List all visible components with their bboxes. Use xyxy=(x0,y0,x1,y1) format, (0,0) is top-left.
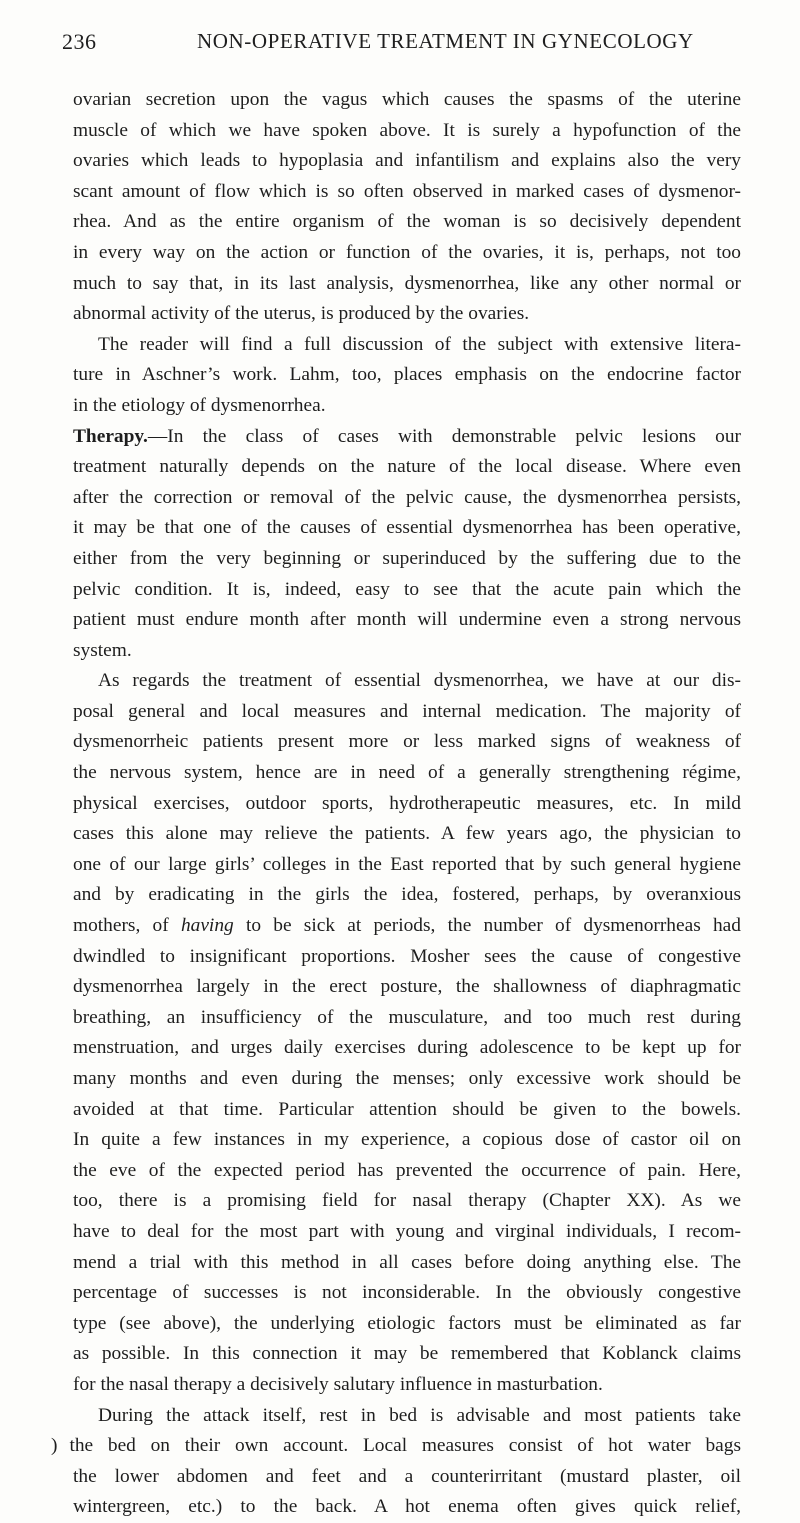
page-header xyxy=(62,29,742,69)
text-line: As regards the treatment of essential dysmenorrhea, we have at our dis- xyxy=(98,670,741,692)
text-line: scant amount of flow which is so often observed in marked cases of dysmenor- xyxy=(73,180,741,202)
text-line: The reader will find a full discussion of the subject with extensive litera- xyxy=(98,333,741,355)
text-line: breathing, an insufficiency of the musculature, and too much rest during xyxy=(73,1006,741,1028)
text-line: treatment naturally depends on the nature of the local disease. Where even xyxy=(73,456,741,478)
text-line: menstruation, and urges daily exercises during adolescence to be kept up for xyxy=(73,1037,741,1059)
italic-word: having xyxy=(180,915,234,937)
text-line: In quite a few instances in my experience, a copious dose of castor oil on xyxy=(73,1129,741,1151)
margin-mark-line xyxy=(51,1431,741,1462)
text-line: in the etiology of dysmenorrhea. xyxy=(73,394,326,416)
text-line: muscle of which we have spoken above. It is surely a hypofunction of the xyxy=(73,119,741,141)
text-line: ovaries which leads to hypoplasia and infantilism and explains also the very xyxy=(73,150,741,172)
text-line: mothers, of xyxy=(73,915,169,937)
text-line: ture in Aschner’s work. Lahm, too, places emphasis on the endocrine factor xyxy=(73,364,741,386)
text-line: cases this alone may relieve the patients. A few years ago, the physician to xyxy=(73,823,741,845)
text-line: many months and even during the menses; only excessive work should be xyxy=(73,1068,741,1089)
text-line: much to say that, in its last analysis, dysmenorrhea, like any other normal or xyxy=(73,272,741,294)
text-line: mend a trial with this method in all cases before doing anything else. The xyxy=(73,1251,741,1273)
running-title: NON-OPERATIVE TREATMENT IN GYNECOLOGY xyxy=(197,29,694,53)
text-line: patient must endure month after month will undermine even a strong nervous xyxy=(73,609,741,631)
text-line: it may be that one of the causes of essential dysmenorrhea has been operative, xyxy=(73,517,741,539)
text-line: for the nasal therapy a decisively salutary influence in masturbation. xyxy=(73,1373,603,1395)
text-line: have to deal for the most part with young and virginal individuals, I recom- xyxy=(73,1220,741,1242)
text-line: system. xyxy=(73,639,132,661)
text-line: ovarian secretion upon the vagus which causes the spasms of the uterine xyxy=(73,89,741,110)
text-line: as possible. In this connection it may be remembered that Koblanck claims xyxy=(73,1343,741,1365)
text-line: rhea. And as the entire organism of the woman is so decisively dependent xyxy=(73,211,741,233)
therapy-paragraph-first-line xyxy=(73,422,741,453)
margin-mark: ) xyxy=(51,1435,58,1457)
text-line: too, there is a promising field for nasal therapy (Chapter XX). As we xyxy=(73,1190,741,1212)
text-line: wintergreen, etc.) to the back. A hot enema often gives quick relief, xyxy=(73,1496,741,1518)
text-line: to be sick at periods, the number of dysmenorrheas had xyxy=(245,915,741,937)
text-line: dysmenorrheic patients present more or less marked signs of weakness of xyxy=(73,731,741,753)
text-line: and by eradicating in the girls the idea, fostered, perhaps, by overanxious xyxy=(73,884,741,906)
text-line: in every way on the action or function of the ovaries, it is, perhaps, not too xyxy=(73,241,741,263)
text-line: type (see above), the underlying etiologic factors must be eliminated as far xyxy=(73,1312,741,1334)
text-line: —In the class of cases with demonstrable pelvic lesions our xyxy=(147,425,741,447)
having-line xyxy=(73,911,741,942)
text-line: abnormal activity of the uterus, is produced by the ovaries. xyxy=(73,303,530,325)
text-line: During the attack itself, rest in bed is advisable and most patients take xyxy=(98,1404,741,1426)
therapy-heading: Therapy. xyxy=(73,425,148,447)
text-line: physical exercises, outdoor sports, hydrotherapeutic measures, etc. In mild xyxy=(73,792,741,814)
text-line: the nervous system, hence are in need of a generally strengthening régime, xyxy=(73,762,741,784)
page-number: 236 xyxy=(62,29,97,54)
text-line: the bed on their own account. Local measures consist of hot water bags xyxy=(69,1435,741,1457)
text-line: the eve of the expected period has prevented the occurrence of pain. Here, xyxy=(73,1159,741,1181)
text-line: the lower abdomen and feet and a counterirritant (mustard plaster, oil xyxy=(73,1465,741,1487)
text-line: posal general and local measures and internal medication. The majority of xyxy=(73,700,741,722)
text-line: dwindled to insignificant proportions. Mosher sees the cause of congestive xyxy=(73,945,741,967)
text-line: one of our large girls’ colleges in the East reported that by such general hygiene xyxy=(73,853,741,875)
text-line: avoided at that time. Particular attention should be given to the bowels. xyxy=(73,1098,741,1120)
text-line: dysmenorrhea largely in the erect posture, the shallowness of diaphragmatic xyxy=(73,976,741,998)
text-line: percentage of successes is not inconsiderable. In the obviously congestive xyxy=(73,1282,741,1304)
text-line: pelvic condition. It is, indeed, easy to see that the acute pain which the xyxy=(73,578,741,600)
body-text xyxy=(51,85,741,1523)
text-line: either from the very beginning or superinduced by the suffering due to the xyxy=(73,547,741,569)
text-line: after the correction or removal of the pelvic cause, the dysmenorrhea persists, xyxy=(73,486,741,508)
